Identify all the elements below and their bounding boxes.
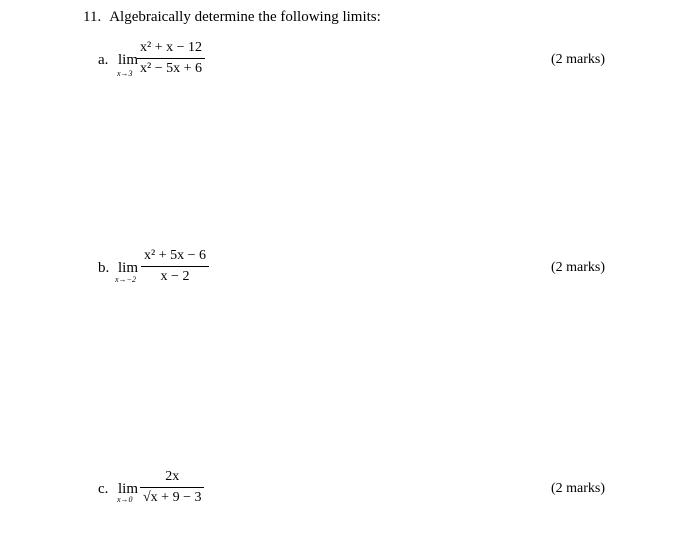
part-label: c. xyxy=(98,481,109,497)
part-label: a. xyxy=(98,52,109,68)
numerator xyxy=(141,248,209,264)
limit-approach: x→−2 xyxy=(115,275,136,284)
denominator-text: x − 2 xyxy=(160,269,190,284)
question-title xyxy=(83,9,381,26)
limit-approach: x→0 xyxy=(117,495,133,504)
lim-operator: lim xyxy=(118,481,139,497)
limit-expression xyxy=(140,469,204,506)
question-prompt: Algebraically determine the following limits: xyxy=(109,9,381,25)
limit-expression xyxy=(141,248,209,285)
part-c xyxy=(0,469,700,539)
lim-operator: lim xyxy=(118,260,139,276)
question-number: 11. xyxy=(83,9,102,25)
numerator-text: x² + x − 12 xyxy=(140,40,202,55)
numerator-text: x² + 5x − 6 xyxy=(144,248,206,263)
part-label: b. xyxy=(98,260,110,276)
numerator-text: 2x xyxy=(165,469,180,484)
denominator-text: √x + 9 − 3 xyxy=(143,490,202,505)
marks-label: (2 marks) xyxy=(551,260,606,275)
denominator-text: x² − 5x + 6 xyxy=(140,61,202,76)
denominator xyxy=(140,490,204,506)
numerator xyxy=(137,40,205,56)
part-b xyxy=(0,248,700,318)
marks-label: (2 marks) xyxy=(551,481,606,496)
marks-label: (2 marks) xyxy=(551,52,606,67)
limit-expression xyxy=(137,40,205,77)
limit-approach: x→3 xyxy=(117,69,133,78)
lim-operator: lim xyxy=(118,52,139,68)
denominator xyxy=(137,61,205,77)
denominator xyxy=(158,269,193,285)
numerator xyxy=(162,469,182,485)
part-a xyxy=(0,40,700,110)
fraction-bar xyxy=(141,266,209,267)
fraction-bar xyxy=(137,58,205,59)
fraction-bar xyxy=(140,487,204,488)
